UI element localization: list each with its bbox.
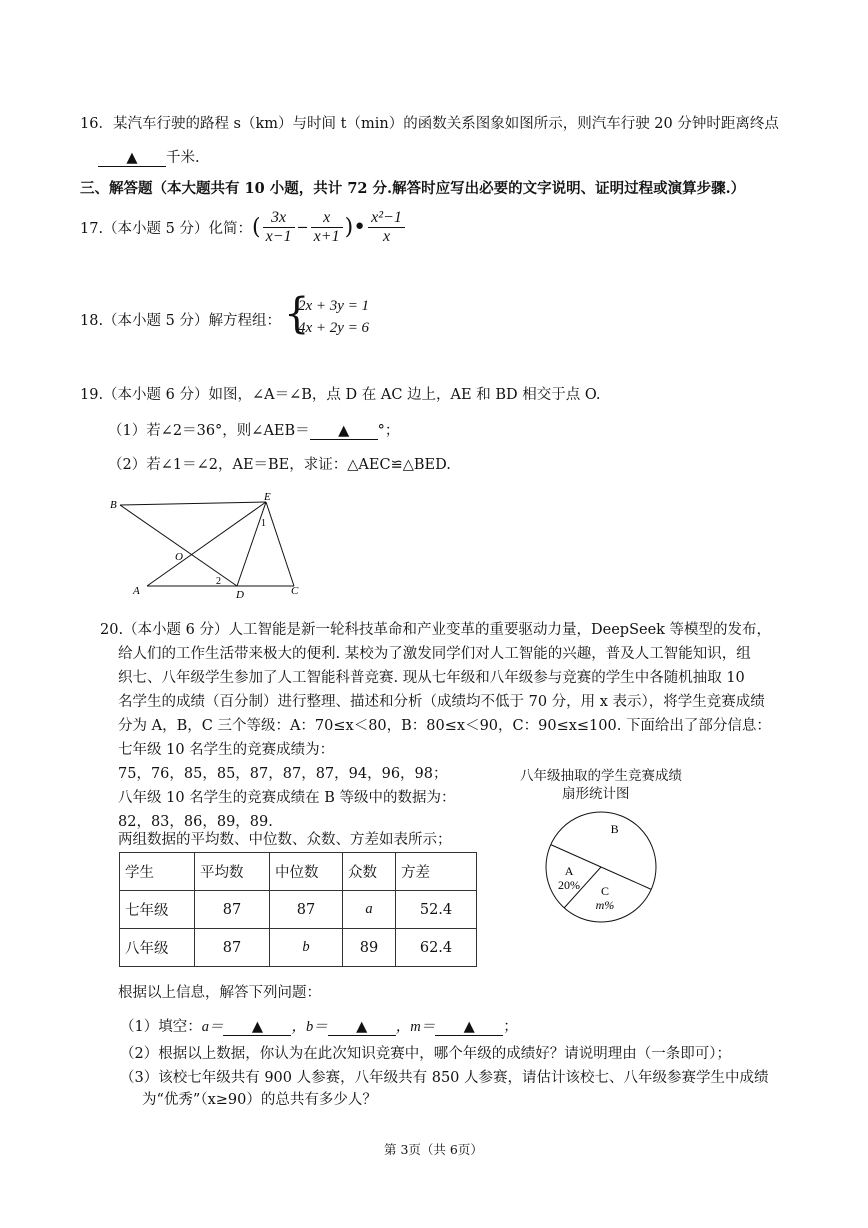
label-o: O: [175, 551, 183, 563]
q17-close-paren: )•: [344, 215, 367, 240]
q20-after-table: 根据以上信息，解答下列问题：: [118, 985, 321, 1001]
q20-part-1: [120, 1015, 518, 1036]
q18-equation-system: [284, 289, 404, 342]
q17-label: 17.（本小题 5 分）化简：: [80, 221, 253, 237]
q20-blank-b[interactable]: ▲: [328, 1019, 396, 1036]
table-header-cell: 中位数: [270, 853, 343, 891]
q19-part-1: [108, 419, 399, 440]
label-a: A: [133, 585, 140, 597]
q17-frac2-numerator: x: [311, 209, 343, 228]
q16-text: 16．某汽车行驶的路程 s（km）与时间 t（min）的函数关系图象如图所示，则汽车行驶 20 分钟时距离终点: [80, 116, 779, 132]
q17: [80, 209, 407, 246]
q17-frac3-numerator: x²−1: [368, 209, 405, 228]
table-cell: 89: [343, 929, 396, 967]
segment-ae: [147, 502, 266, 586]
q20-stem-line-2: 给人们的工作生活带来极大的便利. 某校为了激发同学们对人工智能的兴趣，普及人工智能知识，组: [118, 646, 751, 662]
table-header-cell: 学生: [120, 853, 195, 891]
table-header-cell: 方差: [396, 853, 477, 891]
q19-geometry-figure: [100, 490, 320, 600]
q20-part1-end: ；: [503, 1019, 518, 1035]
q19-part1-blank[interactable]: ▲: [310, 423, 378, 440]
q17-fraction-1: [263, 209, 295, 246]
table-cell: a: [343, 891, 396, 929]
q20-blank-m[interactable]: ▲: [435, 1019, 503, 1036]
table-cell: 87: [195, 929, 270, 967]
q20-stem-line-1: 20.（本小题 6 分）人工智能是新一轮科技革命和产业变革的重要驱动力量，DeepSeek 等模型的发布，: [100, 622, 772, 638]
q18-equation-2: 4x + 2y = 6: [298, 320, 370, 336]
pie-chart-title-line-1: 八年级抽取的学生竞赛成绩: [520, 768, 682, 784]
pie-label-c: C: [600, 883, 609, 898]
label-angle-2: 2: [216, 576, 221, 587]
q20-grade8-scores: 82，83，86，89，89.: [118, 814, 273, 830]
table-row: [120, 891, 477, 929]
q19-part1-text: （1）若∠2＝36°，则∠AEB＝: [108, 423, 310, 439]
table-cell: b: [270, 929, 343, 967]
table-header-cell: 众数: [343, 853, 396, 891]
q20-stem-line-5: 分为 A，B，C 三个等级：A：70≤x＜80，B：80≤x＜90，C：90≤x≤100. 下面给出了部分信息：: [118, 718, 771, 734]
q18-brace: {: [284, 289, 310, 339]
q17-frac1-numerator: 3x: [263, 209, 295, 228]
section-3-title: 三、解答题（本大题共有 10 小题，共计 72 分.解答时应写出必要的文字说明、证明过程或演算步骤.）: [80, 180, 746, 197]
q19-part1-degree: °；: [377, 423, 400, 439]
label-c: C: [291, 585, 299, 597]
q17-frac3-denominator: x: [382, 228, 391, 245]
q20-part-3-line-1: （3）该校七年级共有 900 人参赛，八年级共有 850 人参赛，请估计该校七、八年级参赛学生中成绩: [120, 1070, 769, 1086]
segment-ec: [266, 502, 294, 586]
q20-part1-b-label: ，b＝: [291, 1019, 328, 1035]
pie-label-a: A: [564, 863, 574, 878]
segment-bd: [120, 505, 237, 586]
segment-be: [120, 502, 266, 505]
q20-table-intro: 两组数据的平均数、中位数、众数、方差如表所示；: [118, 832, 452, 848]
q20-grade8-title: 八年级 10 名学生的竞赛成绩在 B 等级中的数据为：: [118, 790, 456, 806]
label-d: D: [236, 589, 244, 600]
q16-blank[interactable]: ▲: [98, 150, 166, 167]
q20-part1-a-label: a＝: [201, 1019, 224, 1035]
q18-equation-1: 2x + 3y = 1: [298, 298, 370, 314]
table-cell: 八年级: [120, 929, 195, 967]
q16-answer-line: [98, 146, 200, 167]
q18-label: 18.（本小题 5 分）解方程组：: [80, 313, 282, 329]
table-cell: 52.4: [396, 891, 477, 929]
q17-fraction-2: [311, 209, 343, 246]
q17-frac2-denominator: x+1: [313, 228, 340, 245]
q19-part-2: （2）若∠1＝∠2，AE＝BE，求证：△AEC≌△BED.: [108, 457, 451, 473]
q19-stem: 19.（本小题 6 分）如图，∠A＝∠B，点 D 在 AC 边上，AE 和 BD 相交于点 O.: [80, 387, 601, 403]
pie-chart: [538, 808, 664, 926]
table-row: [120, 929, 477, 967]
page-footer: 第 3页（共 6页）: [384, 1142, 483, 1157]
label-angle-1: 1: [261, 518, 266, 529]
q20-stem-line-4: 名学生的成绩（百分制）进行整理、描述和分析（成绩均不低于 70 分，用 x 表示），将学生竞赛成绩: [118, 694, 765, 710]
pie-value-a: 20%: [558, 877, 581, 892]
table-cell: 87: [195, 891, 270, 929]
q16-unit: 千米.: [166, 150, 200, 166]
table-cell: 87: [270, 891, 343, 929]
q17-minus: −: [296, 219, 309, 236]
q20-part1-m-label: ，m＝: [395, 1019, 436, 1035]
q20-part-3-line-2: 为“优秀”（x≥90）的总共有多少人？: [142, 1092, 377, 1108]
q20-part-2: （2）根据以上数据，你认为在此次知识竞赛中，哪个年级的成绩好？请说明理由（一条即可）；: [120, 1046, 731, 1062]
table-cell: 62.4: [396, 929, 477, 967]
q20-part1-label: （1）填空：: [120, 1019, 202, 1035]
q20-stem-line-3: 织七、八年级学生参加了人工智能科普竞赛. 现从七年级和八年级参与竞赛的学生中各随机抽取 10: [118, 670, 745, 686]
table-header-row: [120, 853, 477, 891]
label-e: E: [264, 491, 271, 503]
table-cell: 七年级: [120, 891, 195, 929]
pie-slice-boundary-b: [551, 845, 601, 867]
pie-value-c: m%: [595, 897, 615, 912]
q20-stats-table: [119, 852, 477, 967]
q20-grade7-title: 七年级 10 名学生的竞赛成绩为：: [118, 742, 335, 758]
q20-grade7-scores: 75，76，85，85，87，87，87，94，96，98；: [118, 766, 448, 782]
q17-fraction-3: [368, 209, 405, 246]
q17-open-paren: (: [252, 215, 261, 240]
label-b: B: [110, 499, 117, 511]
q17-frac1-denominator: x−1: [265, 228, 292, 245]
segment-de: [237, 502, 266, 586]
pie-chart-title-line-2: 扇形统计图: [562, 786, 630, 802]
pie-label-b: B: [610, 821, 619, 836]
table-header-cell: 平均数: [195, 853, 270, 891]
q20-blank-a[interactable]: ▲: [223, 1019, 291, 1036]
